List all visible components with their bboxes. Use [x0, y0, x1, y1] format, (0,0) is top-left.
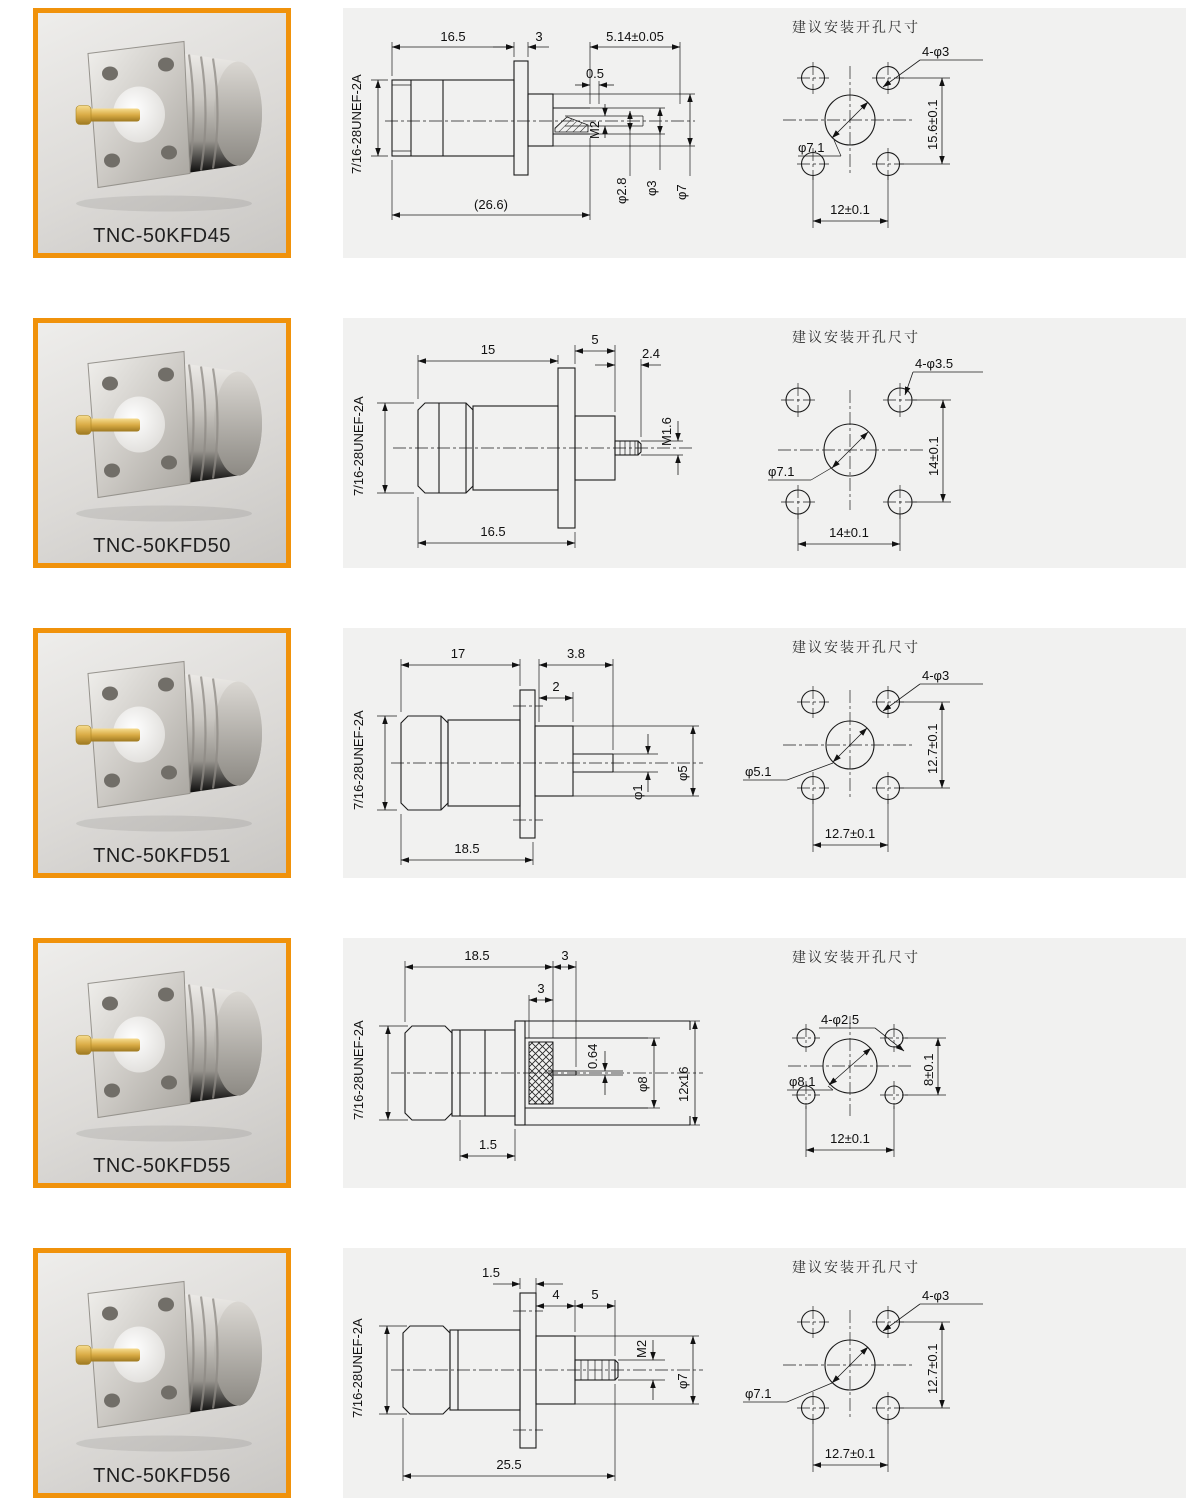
dim-label: 16.5 [440, 29, 466, 44]
mount-title: 建议安装开孔尺寸 [792, 1259, 920, 1275]
dim-label: 1.5 [478, 1137, 498, 1152]
corner-holes-label: 4-φ3 [922, 668, 950, 683]
thread-label: 7/16-28UNEF-2A [351, 1020, 366, 1120]
extension-lines [377, 659, 699, 865]
product-model-label: TNC-50KFD55 [93, 1155, 231, 1177]
product-row [0, 8, 1200, 258]
extension-lines [377, 345, 641, 548]
horizontal-dim-label: 12±0.1 [830, 202, 870, 217]
dim-label: 2 [552, 679, 560, 694]
mounting-hole-drawing [743, 1248, 1186, 1498]
vertical-dim-label: 14±0.1 [926, 436, 941, 476]
dim-label: 4 [552, 1287, 560, 1302]
vertical-dim-label: 15.6±0.1 [925, 99, 940, 150]
product-photo-card [33, 938, 291, 1188]
product-photo [42, 325, 282, 530]
dim-label: M1.6 [659, 417, 674, 446]
vertical-dim-label: 12.7±0.1 [925, 723, 940, 774]
product-photo-card [33, 318, 291, 568]
side-view-drawing [343, 8, 773, 258]
product-photo-card [33, 628, 291, 878]
connector-outline [401, 690, 613, 838]
dim-label: φ5 [675, 765, 690, 781]
corner-holes-label: 4-φ3 [922, 44, 950, 59]
dim-label: 5.14±0.05 [606, 29, 664, 44]
product-photo [42, 635, 282, 840]
center-hole-label: φ7.1 [768, 464, 795, 479]
dim-label: 15 [480, 342, 496, 357]
dim-label: 5 [591, 332, 599, 347]
drawing-panel [343, 8, 1186, 258]
mounting-hole-drawing [743, 8, 1186, 258]
dim-label: φ1 [630, 784, 645, 800]
dim-label: φ2.8 [614, 177, 629, 204]
dim-label: 12x16 [676, 1066, 691, 1102]
dim-label: 0.5 [585, 66, 605, 81]
connector-outline [403, 1293, 665, 1448]
product-photo [42, 15, 282, 220]
dim-label: 16.5 [480, 524, 506, 539]
extension-lines [379, 1278, 699, 1481]
hole-pattern [778, 383, 923, 519]
dim-label: (26.6) [474, 197, 508, 212]
mount-title: 建议安装开孔尺寸 [792, 949, 920, 965]
side-view-drawing [343, 628, 773, 878]
dim-label: φ8 [635, 1076, 650, 1092]
drawing-panel [343, 318, 1186, 568]
dim-label: 3 [535, 29, 543, 44]
dim-label: φ3 [644, 180, 659, 196]
dim-label: 1.5 [481, 1265, 501, 1280]
horizontal-dim-label: 12±0.1 [830, 1131, 870, 1146]
center-hole-label: φ7.1 [798, 140, 825, 155]
side-view-drawing [343, 938, 773, 1188]
corner-holes-label: 4-φ3 [922, 1288, 950, 1303]
thread-label: 7/16-28UNEF-2A [349, 74, 364, 174]
dim-label: φ7 [674, 184, 689, 200]
product-photo-card [33, 8, 291, 258]
mount-title: 建议安装开孔尺寸 [792, 639, 920, 655]
dim-label: M2 [587, 120, 602, 139]
drawing-panel [343, 1248, 1186, 1498]
dim-label: M2 [634, 1339, 649, 1358]
thread-label: 7/16-28UNEF-2A [350, 1318, 365, 1418]
horizontal-dim-label: 12.7±0.1 [824, 1446, 876, 1461]
center-hole-label: φ8.1 [789, 1074, 816, 1089]
vertical-dim-label: 12.7±0.1 [925, 1343, 940, 1394]
product-photo-card [33, 1248, 291, 1498]
dim-label: 5 [591, 1287, 599, 1302]
product-row [0, 1248, 1200, 1498]
mount-dimensions [768, 372, 983, 551]
hole-pattern [788, 1016, 913, 1116]
product-row [0, 938, 1200, 1188]
vertical-dim-label: 8±0.1 [921, 1053, 936, 1086]
mount-title: 建议安装开孔尺寸 [792, 329, 920, 345]
mount-title: 建议安装开孔尺寸 [792, 19, 920, 35]
product-model-label: TNC-50KFD51 [93, 845, 231, 867]
product-model-label: TNC-50KFD50 [93, 535, 231, 557]
dim-label: 18.5 [454, 841, 480, 856]
product-photo [42, 945, 282, 1150]
mounting-hole-drawing [743, 318, 1186, 568]
horizontal-dim-label: 12.7±0.1 [824, 826, 876, 841]
dimension-lines [385, 351, 678, 543]
mounting-hole-drawing [743, 628, 1186, 878]
mounting-hole-drawing [743, 938, 1186, 1188]
horizontal-dim-label: 14±0.1 [829, 525, 869, 540]
dim-label: 3 [561, 948, 569, 963]
corner-holes-label: 4-φ2.5 [821, 1012, 860, 1027]
product-row [0, 628, 1200, 878]
thread-label: 7/16-28UNEF-2A [351, 396, 366, 496]
dim-label: 18.5 [464, 948, 490, 963]
connector-outline [392, 61, 665, 175]
center-hole-label: φ5.1 [745, 764, 772, 779]
product-model-label: TNC-50KFD45 [93, 225, 231, 247]
drawing-panel [343, 628, 1186, 878]
dim-label: φ7 [675, 1373, 690, 1389]
mount-dimensions [798, 60, 983, 228]
product-model-label: TNC-50KFD56 [93, 1465, 231, 1487]
product-row [0, 318, 1200, 568]
dim-label: 2.4 [641, 346, 661, 361]
dim-label: 0.64 [585, 1043, 600, 1069]
center-hole-label: φ7.1 [745, 1386, 772, 1401]
side-view-drawing [343, 318, 773, 568]
drawing-panel [343, 938, 1186, 1188]
product-photo [42, 1255, 282, 1460]
corner-holes-label: 4-φ3.5 [915, 356, 954, 371]
dim-label: 3.8 [566, 646, 586, 661]
dim-label: 17 [450, 646, 466, 661]
dim-label: 25.5 [496, 1457, 522, 1472]
dim-label: 3 [537, 981, 545, 996]
side-view-drawing [343, 1248, 773, 1498]
thread-label: 7/16-28UNEF-2A [351, 710, 366, 810]
